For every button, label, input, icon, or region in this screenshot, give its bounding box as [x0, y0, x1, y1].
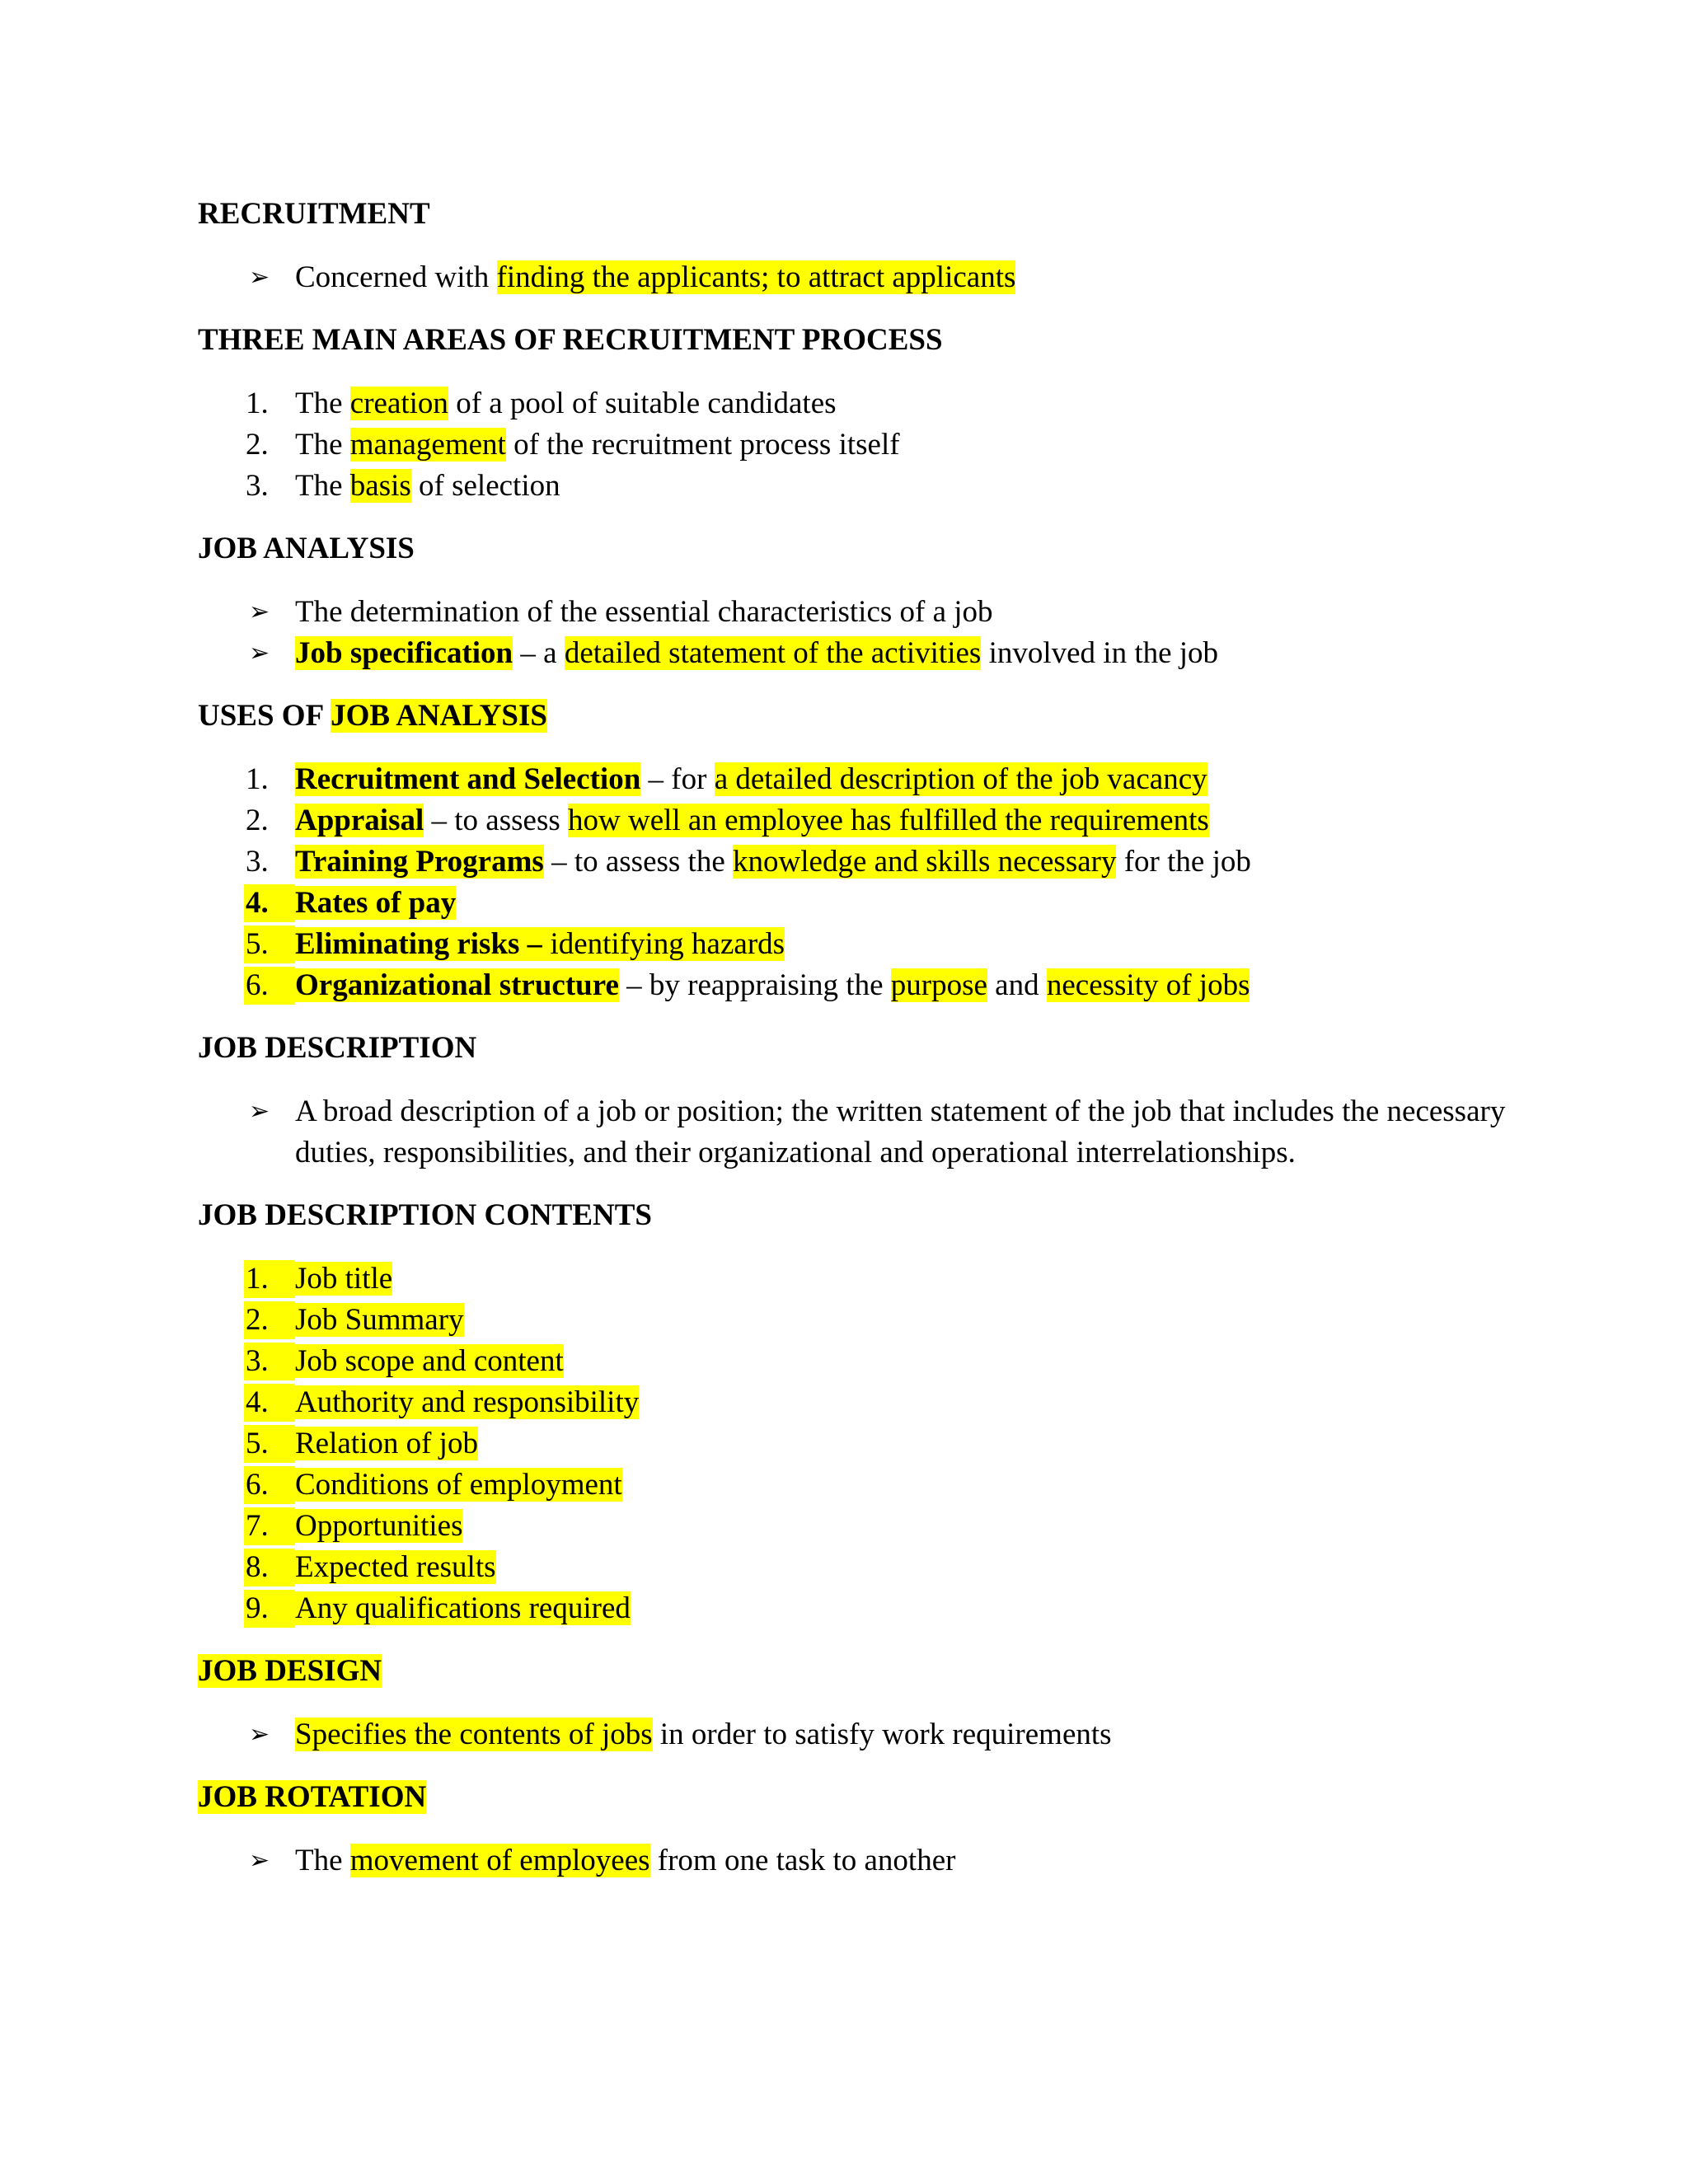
- heading-job-design: JOB DESIGN: [198, 1654, 382, 1688]
- list-number: 5.: [246, 927, 269, 961]
- list-item: 7. Opportunities: [198, 1506, 1517, 1547]
- list-item: ➢ The determination of the essential characteristics of a job: [198, 592, 1517, 633]
- list-item: 5. Eliminating risks – identifying hazards: [198, 924, 1517, 965]
- list-item: 5. Relation of job: [198, 1423, 1517, 1465]
- list-number: 9.: [246, 1591, 269, 1625]
- list-item: 3. The basis of selection: [198, 466, 1517, 507]
- list-number: 3.: [246, 469, 269, 503]
- list-number: 3.: [246, 845, 269, 879]
- list-number: 4.: [246, 1385, 269, 1419]
- list-item: 6. Conditions of employment: [198, 1465, 1517, 1506]
- list-item: 1. Job title: [198, 1258, 1517, 1300]
- heading-three-main-areas: THREE MAIN AREAS OF RECRUITMENT PROCESS: [198, 323, 943, 357]
- arrowhead-bullet-icon: ➢: [249, 598, 270, 626]
- list-item: 4. Rates of pay: [198, 883, 1517, 924]
- list-number: 5.: [246, 1427, 269, 1460]
- arrowhead-bullet-icon: ➢: [249, 1847, 270, 1874]
- list-item: 1. The creation of a pool of suitable candidates: [198, 383, 1517, 424]
- list-item: 2. Appraisal – to assess how well an employee has fulfilled the requirements: [198, 800, 1517, 841]
- list-item: 2. Job Summary: [198, 1300, 1517, 1341]
- list-item: 3. Training Programs – to assess the knowledge and skills necessary for the job: [198, 841, 1517, 883]
- heading-job-description-contents: JOB DESCRIPTION CONTENTS: [198, 1198, 653, 1232]
- list-number: 6.: [246, 1468, 269, 1502]
- list-number: 2.: [246, 804, 269, 837]
- list-item: 4. Authority and responsibility: [198, 1382, 1517, 1423]
- document-page: [198, 194, 1517, 1882]
- list-item: ➢ The movement of employees from one task to another: [198, 1840, 1517, 1882]
- arrowhead-bullet-icon: ➢: [249, 1098, 270, 1125]
- list-item: 6. Organizational structure – by reappraising the purpose and necessity of jobs: [198, 965, 1517, 1006]
- list-number: 1.: [246, 1262, 269, 1296]
- heading-recruitment: RECRUITMENT: [198, 197, 430, 231]
- list-item: ➢ Job specification – a detailed statement of the activities involved in the job: [198, 633, 1517, 674]
- list-number: 6.: [246, 968, 269, 1002]
- list-item: 8. Expected results: [198, 1547, 1517, 1588]
- list-number: 2.: [246, 1303, 269, 1337]
- list-item: ➢ A broad description of a job or position; the written statement of the job that includes the necessary duties, responsibilities, and their organizational and operational interrelationships.: [198, 1091, 1517, 1174]
- heading-job-analysis: JOB ANALYSIS: [198, 532, 415, 565]
- list-number: 3.: [246, 1344, 269, 1378]
- arrowhead-bullet-icon: ➢: [249, 264, 270, 291]
- heading-job-rotation: JOB ROTATION: [198, 1780, 427, 1814]
- list-item: ➢ Concerned with finding the applicants; to attract applicants: [198, 257, 1517, 298]
- list-item: 1. Recruitment and Selection – for a detailed description of the job vacancy: [198, 759, 1517, 800]
- list-item: ➢ Specifies the contents of jobs in order to satisfy work requirements: [198, 1714, 1517, 1755]
- list-number: 4.: [246, 886, 269, 920]
- list-number: 1.: [246, 387, 269, 420]
- list-item: 3. Job scope and content: [198, 1341, 1517, 1382]
- heading-job-description: JOB DESCRIPTION: [198, 1031, 477, 1065]
- list-number: 8.: [246, 1550, 269, 1584]
- list-number: 1.: [246, 762, 269, 796]
- list-number: 2.: [246, 428, 269, 462]
- list-number: 7.: [246, 1509, 269, 1543]
- heading-uses-of-job-analysis: USES OF JOB ANALYSIS: [198, 699, 547, 733]
- arrowhead-bullet-icon: ➢: [249, 1721, 270, 1748]
- arrowhead-bullet-icon: ➢: [249, 640, 270, 667]
- list-item: 9. Any qualifications required: [198, 1588, 1517, 1629]
- list-item: 2. The management of the recruitment process itself: [198, 424, 1517, 466]
